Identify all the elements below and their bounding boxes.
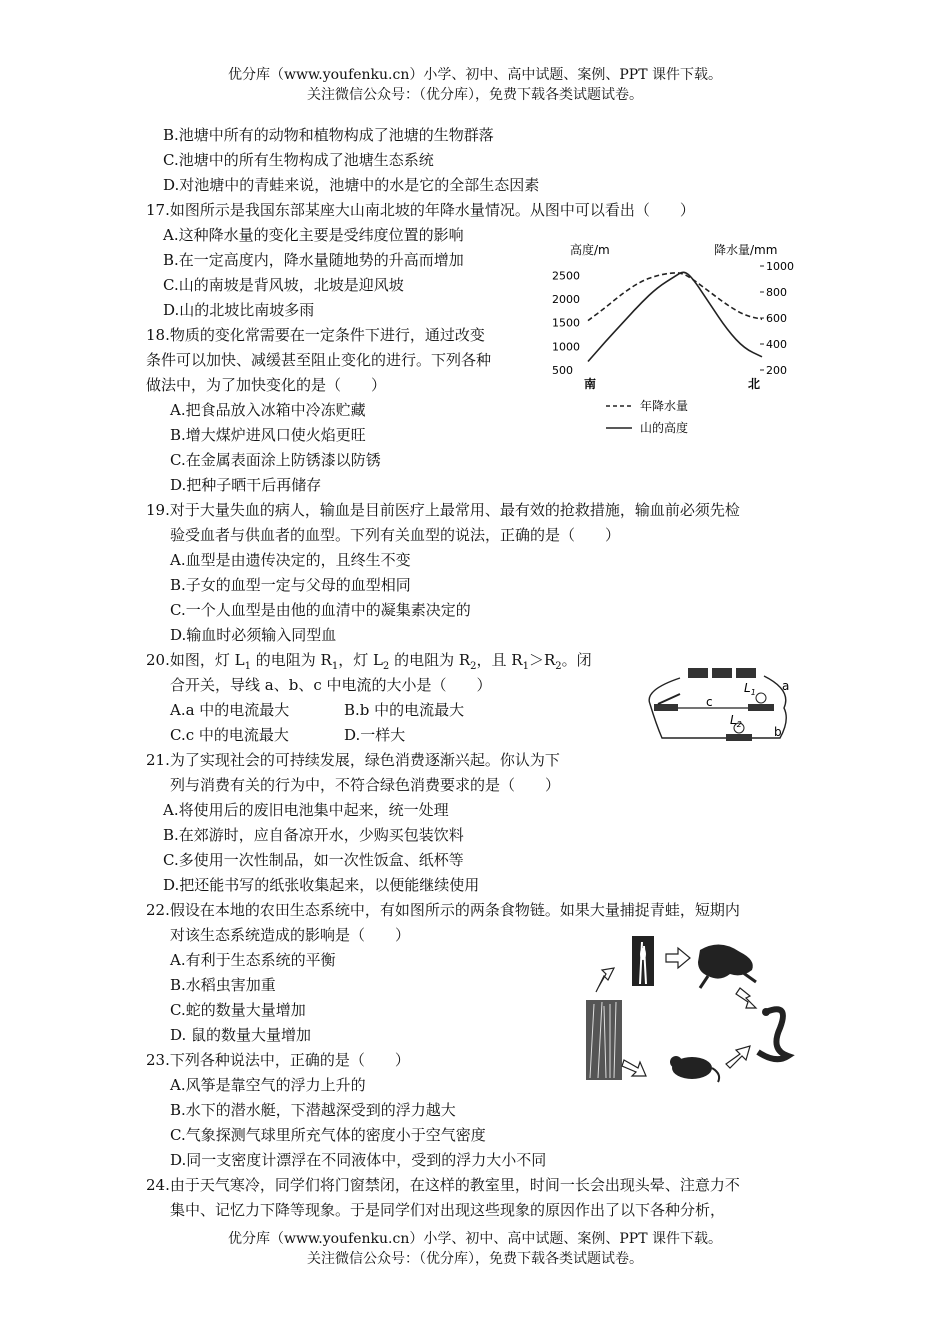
q23-stem: 23.下列各种说法中，正确的是（ ） xyxy=(146,1051,410,1069)
legend-height-label: 山的高度 xyxy=(640,421,689,435)
q21-option-a: A.将使用后的废旧电池集中起来，统一处理 xyxy=(163,801,449,819)
q19-stem-line1: 19.对于大量失血的病人，输血是目前医疗上最常用、最有效的抢救措施，输血前必须先检 xyxy=(146,501,740,519)
chart-x-label-south: 南 xyxy=(584,377,597,391)
q20-option-d: D.一样大 xyxy=(344,726,406,744)
right-tick-label-2: 600 xyxy=(766,312,787,325)
q18-option-d: D.把种子晒干后再储存 xyxy=(170,476,322,494)
q20-option-c: C.c 中的电流最大 xyxy=(170,726,289,744)
snake-icon xyxy=(758,1008,788,1059)
q23-option-b: B.水下的潜水艇，下潜越深受到的浮力越大 xyxy=(170,1101,456,1119)
battery-cell-2 xyxy=(712,668,732,678)
chart-right-ticks xyxy=(760,260,794,377)
rice-insect-icon xyxy=(632,936,654,986)
q18-option-b: B.增大煤炉进风口使火焰更旺 xyxy=(170,426,366,444)
q23-option-a: A.风筝是靠空气的浮力上升的 xyxy=(170,1076,366,1094)
q17-stem: 17.如图所示是我国东部某座大山南北坡的年降水量情况。从图中可以看出（ ） xyxy=(146,201,695,219)
switch-base xyxy=(654,704,678,711)
q16-option-b: B.池塘中所有的动物和植物构成了池塘的生物群落 xyxy=(163,126,494,144)
q18-option-a: A.把食品放入冰箱中冷冻贮藏 xyxy=(170,401,366,419)
q21-stem-line2: 列与消费有关的行为中，不符合绿色消费要求的是（ ） xyxy=(170,776,561,794)
chart-x-label-north: 北 xyxy=(748,377,761,391)
q23-option-d: D.同一支密度计漂浮在不同液体中，受到的浮力大小不同 xyxy=(170,1151,547,1169)
page-header-line2: 关注微信公众号：（优分库），免费下载各类试题试卷。 xyxy=(307,87,643,103)
q20-option-a: A.a 中的电流最大 xyxy=(170,701,290,719)
q20-stem-line1: 20.如图，灯 $L_1$ 的电阻为 $R_1$，灯 $L_2$ 的电阻为 $R_2$，且 $R_1>R_2$。闭 xyxy=(146,651,592,672)
q18-stem-line2: 条件可以加快、减缓甚至阻止变化的进行。下列各种 xyxy=(146,351,492,369)
page-header-line1: 优分库（www.youfenku.cn）小学、初中、高中试题、案例、PPT 课件下载。 xyxy=(227,67,722,83)
wire-c-label: c xyxy=(706,695,713,709)
legend-rainfall-label: 年降水量 xyxy=(640,399,689,413)
chart-left-axis-label: 高度/m xyxy=(570,243,610,257)
q17-option-d: D.山的北坡比南坡多雨 xyxy=(163,301,315,319)
right-tick-label-1: 400 xyxy=(766,338,787,351)
wire-a-label: a xyxy=(782,679,790,693)
series-annual-rainfall-line xyxy=(588,273,762,321)
arrow-frog-to-snake-icon xyxy=(736,988,756,1008)
q19-option-c: C.一个人血型是由他的血清中的凝集素决定的 xyxy=(170,601,471,619)
q22-option-d: D. 鼠的数量大量增加 xyxy=(170,1026,312,1044)
rice-plant-icon xyxy=(586,1000,622,1080)
q20-option-b: B.b 中的电流最大 xyxy=(344,701,465,719)
series-mountain-height-line xyxy=(588,272,762,361)
mouse-icon xyxy=(670,1056,719,1082)
page-footer-line1: 优分库（www.youfenku.cn）小学、初中、高中试题、案例、PPT 课件下载。 xyxy=(227,1231,722,1247)
q18-option-c: C.在金属表面涂上防锈漆以防锈 xyxy=(170,451,381,469)
chart-right-axis-label: 降水量/mm xyxy=(714,243,778,257)
left-tick-label-4: 2500 xyxy=(552,269,580,283)
chart-left-ticks xyxy=(552,269,580,377)
left-tick-label-0: 500 xyxy=(552,364,573,377)
q19-option-b: B.子女的血型一定与父母的血型相同 xyxy=(170,576,411,594)
lamp-l1-bulb xyxy=(756,693,766,703)
food-web-diagram xyxy=(580,932,800,1086)
left-tick-label-3: 2000 xyxy=(552,293,580,307)
right-tick-label-4: 1000 xyxy=(766,260,794,273)
q17-option-a: A.这种降水量的变化主要是受纬度位置的影响 xyxy=(163,226,464,244)
q23-option-c: C.气象探测气球里所充气体的密度小于空气密度 xyxy=(170,1126,486,1144)
q19-option-d: D.输血时必须输入同型血 xyxy=(170,626,337,644)
q24-stem-line1: 24.由于天气寒冷，同学们将门窗禁闭，在这样的教室里，时间一长会出现头晕、注意力不 xyxy=(146,1176,740,1194)
frog-icon xyxy=(698,944,756,988)
q22-option-a: A.有利于生态系统的平衡 xyxy=(170,951,336,969)
left-tick-label-2: 1500 xyxy=(552,316,580,330)
left-tick-label-1: 1000 xyxy=(552,340,580,354)
q22-option-c: C.蛇的数量大量增加 xyxy=(170,1001,306,1019)
q21-option-b: B.在郊游时，应自备凉开水，少购买包装饮料 xyxy=(163,826,464,844)
q18-stem-line1: 18.物质的变化常需要在一定条件下进行，通过改变 xyxy=(146,326,485,344)
q16-option-c: C.池塘中的所有生物构成了池塘生态系统 xyxy=(163,151,434,169)
q18-stem-line3: 做法中，为了加快变化的是（ ） xyxy=(146,376,387,394)
switch-lever xyxy=(658,694,680,704)
q16-option-d: D.对池塘中的青蛙来说，池塘中的水是它的全部生态因素 xyxy=(163,176,540,194)
q19-stem-line2: 验受血者与供血者的血型。下列有关血型的说法，正确的是（ ） xyxy=(170,526,621,544)
right-tick-label-3: 800 xyxy=(766,286,787,299)
q22-option-b: B.水稻虫害加重 xyxy=(170,976,276,994)
q21-option-d: D.把还能书写的纸张收集起来，以便能继续使用 xyxy=(163,876,480,894)
right-tick-label-0: 200 xyxy=(766,364,787,377)
arrow-insect-to-frog-icon xyxy=(666,948,690,968)
arrow-mouse-to-snake-icon xyxy=(726,1046,750,1068)
lamp-l1-label: $L_1$ xyxy=(744,681,756,697)
battery-cell-1 xyxy=(688,668,708,678)
q17-option-b: B.在一定高度内，降水量随地势的升高而增加 xyxy=(163,251,464,269)
q22-stem-line1: 22.假设在本地的农田生态系统中，有如图所示的两条食物链。如果大量捕捉青蛙，短期内 xyxy=(146,901,740,919)
q24-stem-line2: 集中、记忆力下降等现象。于是同学们对出现这些现象的原因作出了以下各种分析， xyxy=(170,1201,726,1219)
page-footer-line2: 关注微信公众号：（优分库），免费下载各类试题试卷。 xyxy=(307,1251,643,1267)
q19-option-a: A.血型是由遗传决定的，且终生不变 xyxy=(170,551,411,569)
lamp-l2-base xyxy=(726,734,752,741)
q22-stem-line2: 对该生态系统造成的影响是（ ） xyxy=(170,926,411,944)
q20-stem-line2: 合开关，导线 a、b、c 中电流的大小是（ ） xyxy=(170,676,492,694)
lamp-l2-label: $L_2$ xyxy=(730,713,742,729)
wire-b-label: b xyxy=(774,725,782,739)
q17-option-c: C.山的南坡是背风坡，北坡是迎风坡 xyxy=(163,276,404,294)
battery-cell-3 xyxy=(736,668,756,678)
lamp-l1-base xyxy=(748,704,774,711)
arrow-rice-to-mouse-icon xyxy=(622,1060,646,1076)
q21-option-c: C.多使用一次性制品，如一次性饭盒、纸杯等 xyxy=(163,851,464,869)
circuit-diagram xyxy=(640,660,800,746)
rainfall-height-chart xyxy=(548,236,808,446)
q21-stem-line1: 21.为了实现社会的可持续发展，绿色消费逐渐兴起。你认为下 xyxy=(146,751,560,769)
arrow-rice-to-insect-icon xyxy=(596,968,614,992)
